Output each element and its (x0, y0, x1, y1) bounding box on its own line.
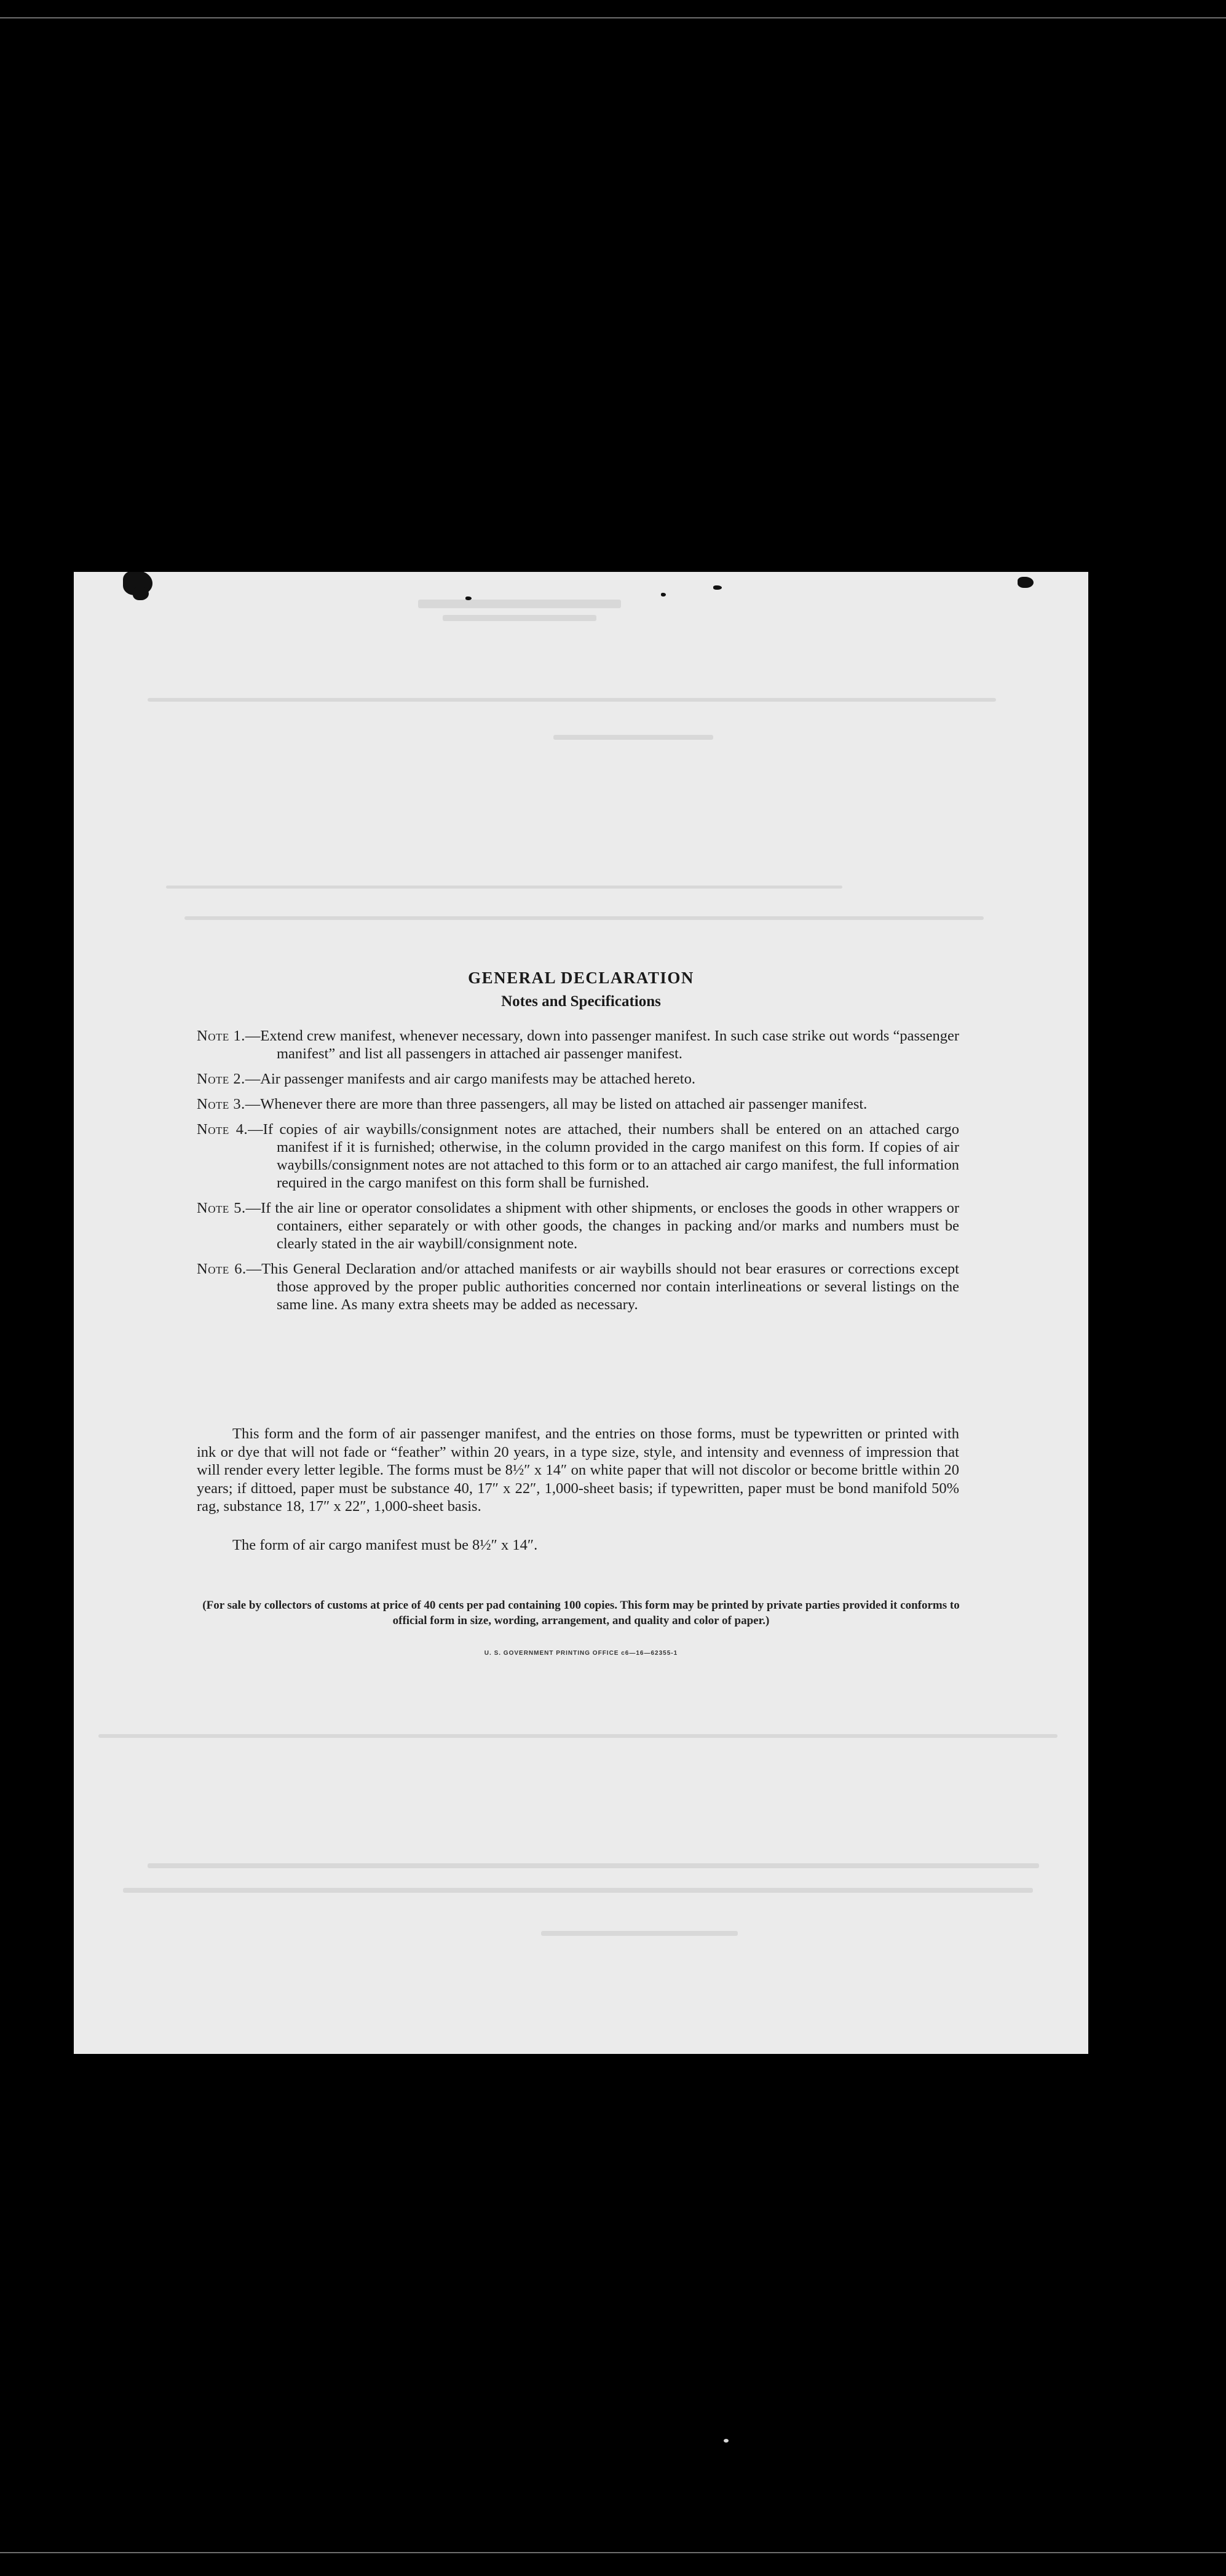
bleed-through-mark (148, 1863, 1039, 1868)
note-1 (197, 1027, 959, 1063)
ink-blot (713, 585, 722, 590)
ink-blot (661, 593, 666, 596)
cargo-manifest-size: The form of air cargo manifest must be 8½″ x 14″. (232, 1537, 538, 1553)
document-page (74, 572, 1088, 2054)
film-edge-top (0, 17, 1226, 18)
note-label: Note 2. (197, 1071, 245, 1087)
dust-speck (724, 2439, 729, 2443)
note-text: —Air passenger manifests and air cargo manifests may be attached hereto. (245, 1071, 695, 1087)
note-2 (197, 1070, 959, 1088)
printing-office-imprint: U. S. GOVERNMENT PRINTING OFFICE c6—16—62355-1 (484, 1650, 678, 1657)
note-text: —Whenever there are more than three passengers, all may be listed on attached air passenger manifest. (245, 1096, 868, 1112)
bleed-through-mark (541, 1931, 738, 1936)
note-label: Note 1. (197, 1028, 245, 1044)
bleed-through-mark (166, 886, 842, 889)
note-text: —This General Declaration and/or attached manifests or air waybills should not bear erasures or corrections except those approved by the proper public authorities concerned nor contain interlineations or several listings on the same line. As many extra sheets may be added as necessary. (246, 1261, 959, 1313)
bleed-through-mark (184, 916, 984, 920)
note-label: Note 3. (197, 1096, 245, 1112)
bleed-through-mark (443, 615, 596, 621)
bleed-through-mark (418, 600, 621, 608)
note-text: —If copies of air waybills/consignment notes are attached, their numbers shall be entered on an attached cargo manifest if it is furnished; otherwise, in the column provided in the cargo manifest on this form. If copies of air waybills/consignment notes are not attached to this form or to an attached air cargo manifest, the full information required in the cargo manifest on this form shall be furnished. (248, 1121, 959, 1191)
notes-list (197, 1027, 959, 1321)
note-6 (197, 1260, 959, 1314)
bleed-through-mark (123, 1888, 1033, 1893)
document-subtitle: Notes and Specifications (501, 993, 661, 1010)
bleed-through-mark (148, 698, 996, 702)
bleed-through-mark (553, 735, 713, 740)
film-edge-bottom (0, 2552, 1226, 2553)
note-text: —Extend crew manifest, whenever necessary, down into passenger manifest. In such case strike out words “passenger manifest” and list all passengers in attached air passenger manifest. (245, 1028, 960, 1062)
bleed-through-mark (98, 1734, 1058, 1738)
ink-blot (1018, 577, 1034, 588)
ink-blot (465, 596, 472, 600)
note-label: Note 6. (197, 1261, 247, 1277)
sale-notice: (For sale by collectors of customs at price of 40 cents per pad containing 100 copies. This form may be printed by private parties provided it conforms to official form in size, wording, arrangement, and quality and color of paper.) (202, 1599, 960, 1627)
note-5 (197, 1199, 959, 1253)
specification-paragraph: This form and the form of air passenger manifest, and the entries on those forms, must be typewritten or printed with ink or dye that will not fade or “feather” within 20 years, in a type size, style, and intensity and evenness of impression that will render every letter legible. The forms must be 8½″ x 14″ on white paper that will not discolor or become brittle within 20 years; if dittoed, paper must be substance 40, 17″ x 22″, 1,000-sheet basis; if typewritten, paper must be bond manifold 50% rag, substance 18, 17″ x 22″, 1,000-sheet basis. (197, 1425, 959, 1515)
note-label: Note 5. (197, 1200, 246, 1216)
note-label: Note 4. (197, 1121, 248, 1138)
ink-blot (133, 587, 149, 600)
document-title: GENERAL DECLARATION (468, 969, 694, 987)
note-3 (197, 1095, 959, 1113)
note-4 (197, 1120, 959, 1192)
note-text: —If the air line or operator consolidates a shipment with other shipments, or encloses the goods in other wrappers or containers, either separately or with other goods, the changes in packing and/or marks and numbers must be clearly stated in the air waybill/consignment note. (245, 1200, 960, 1252)
